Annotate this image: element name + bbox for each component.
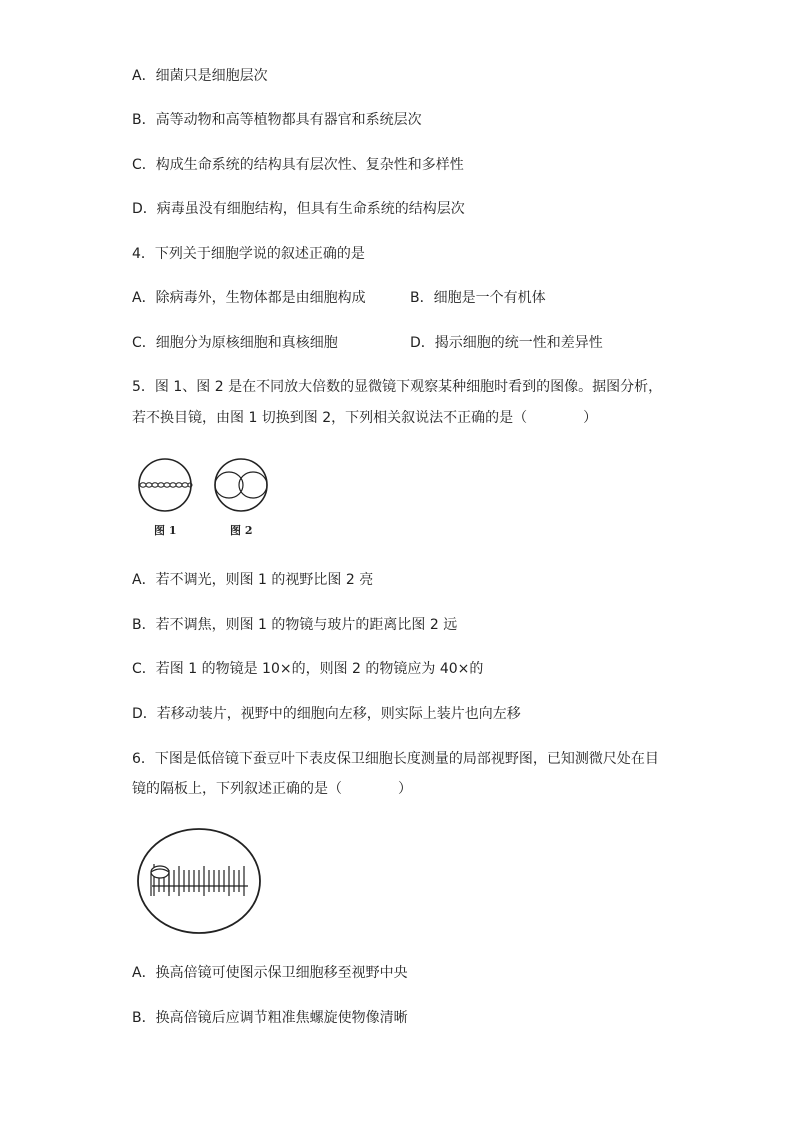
figure-1-caption-label: 图 1 (154, 524, 177, 537)
q3-option-d: D．病毒虽没有细胞结构，但具有生命系统的结构层次 (132, 201, 465, 217)
q5-option-b: B．若不调焦，则图 1 的物镜与玻片的距离比图 2 远 (132, 617, 458, 633)
q5-option-d: D．若移动装片，视野中的细胞向左移，则实际上装片也向左移 (132, 706, 521, 722)
q5-figure-2 (210, 458, 272, 518)
q3-option-c: C．构成生命系统的结构具有层次性、复杂性和多样性 (132, 157, 464, 173)
q6-stem-line-1: 6．下图是低倍镜下蚕豆叶下表皮保卫细胞长度测量的局部视野图，已知测微尺处在目 (132, 751, 659, 767)
q6-option-b: B．换高倍镜后应调节粗准焦螺旋使物像清晰 (132, 1010, 408, 1026)
cell-row (140, 483, 192, 487)
field-of-view-circle (139, 459, 191, 511)
q5-stem-line-2: 若不换目镜，由图 1 切换到图 2，下列相关叙说法不正确的是（ ） (132, 410, 598, 426)
field-of-view-circle (215, 459, 267, 511)
q6-option-a: A．换高倍镜可使图示保卫细胞移至视野中央 (132, 965, 408, 981)
q5-option-a: A．若不调光，则图 1 的视野比图 2 亮 (132, 572, 374, 588)
q5-figure-1 (134, 458, 196, 518)
q6-stem-line-2: 镜的隔板上，下列叙述正确的是（ ） (132, 781, 412, 797)
q4-option-b: B．细胞是一个有机体 (410, 290, 546, 306)
q4-stem: 4．下列关于细胞学说的叙述正确的是 (132, 246, 365, 262)
q4-option-d: D．揭示细胞的统一性和差异性 (410, 335, 603, 351)
q6-micrometer-figure (136, 826, 264, 936)
figure-2-caption-label: 图 2 (230, 524, 253, 537)
q4-option-c: C．细胞分为原核细胞和真核细胞 (132, 335, 338, 351)
q3-option-b: B．高等动物和高等植物都具有器官和系统层次 (132, 112, 422, 128)
q5-stem-line-1: 5．图 1、图 2 是在不同放大倍数的显微镜下观察某种细胞时看到的图像。据图分析， (132, 379, 663, 395)
q4-option-a: A．除病毒外，生物体都是由细胞构成 (132, 290, 366, 306)
q5-option-c: C．若图 1 的物镜是 10×的，则图 2 的物镜应为 40×的 (132, 661, 484, 677)
q3-option-a: A．细菌只是细胞层次 (132, 68, 268, 84)
